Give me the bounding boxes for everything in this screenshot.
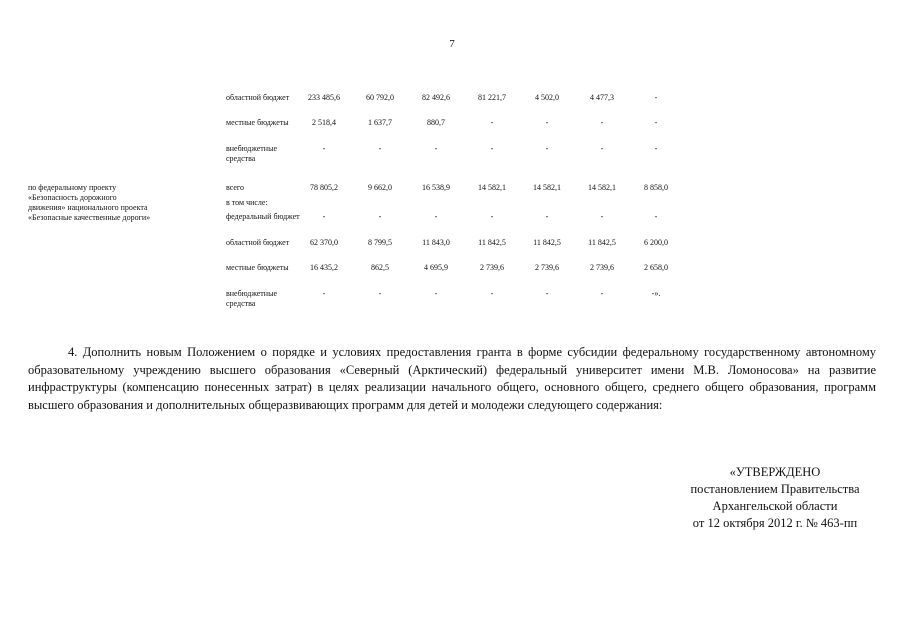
table-cell: 11 843,0: [422, 238, 450, 247]
table-cell: 9 662,0: [368, 183, 392, 192]
table-cell: 60 792,0: [366, 93, 394, 102]
table-cell: 2 518,4: [312, 118, 336, 127]
table-cell: 81 221,7: [478, 93, 506, 102]
table-cell: 862,5: [371, 263, 389, 272]
row-label: в том числе:: [226, 198, 268, 207]
table-cell: -: [600, 144, 604, 153]
table-cell: -: [322, 212, 326, 221]
project-label: по федеральному проекту «Безопасность дорожного движения» национального проекта «Безопасные качественные дороги»: [28, 183, 151, 222]
table-cell: 8 858,0: [644, 183, 668, 192]
table-cell: 11 842,5: [588, 238, 616, 247]
table-cell: 14 582,1: [588, 183, 616, 192]
table-cell: -: [322, 144, 326, 153]
table-cell: -: [654, 144, 658, 153]
row-label: областной бюджет: [226, 238, 290, 247]
approval-line-2: постановлением Правительства: [690, 482, 860, 496]
paragraph-4: 4. Дополнить новым Положением о порядке и условиях предоставления гранта в форме субсидии федеральному государственному автономному образовательному учреждению высшего образования «Северный (Арктический) федеральный университет имени М.В. Ломоносова» на развитие инфраструктуры (компенсацию понесенных затрат) в целях реализации начального общего, основного общего, среднего общего образования, программ высшего образования и дополнительных общеразвивающих программ для детей и молодежи следующего содержания:: [28, 345, 876, 412]
table-cell: -: [490, 289, 494, 298]
row-label: областной бюджет: [226, 93, 290, 102]
table-cell: -: [434, 144, 438, 153]
table-cell: 14 582,1: [478, 183, 506, 192]
table-cell: 880,7: [427, 118, 445, 127]
table-cell: 16 435,2: [310, 263, 338, 272]
table-cell: 6 200,0: [644, 238, 668, 247]
table-cell: -: [654, 212, 658, 221]
row-label: внебюджетные средства: [226, 289, 277, 308]
row-label: федеральный бюджет: [226, 212, 300, 221]
row-label: местные бюджеты: [226, 118, 289, 127]
table-cell: 11 842,5: [533, 238, 561, 247]
page-number: 7: [449, 38, 455, 50]
table-cell: 1 637,7: [368, 118, 392, 127]
table-cell: 14 582,1: [533, 183, 561, 192]
approval-line-4: от 12 октября 2012 г. № 463-пп: [692, 516, 858, 530]
table-cell: 2 739,6: [590, 263, 614, 272]
table-cell: 16 538,9: [422, 183, 450, 192]
approval-block: [640, 464, 905, 532]
table-cell: 11 842,5: [478, 238, 506, 247]
table-cell: -: [600, 118, 604, 127]
table-cell: -: [654, 93, 658, 102]
approval-line-3: Архангельской области: [712, 499, 838, 513]
table-cell: -: [545, 289, 549, 298]
table-cell: 62 370,0: [310, 238, 338, 247]
table-cell: 2 739,6: [535, 263, 559, 272]
table-cell: 2 658,0: [644, 263, 668, 272]
table-cell: -: [600, 289, 604, 298]
row-label: внебюджетные средства: [226, 144, 277, 163]
table-cell: -: [322, 289, 326, 298]
approval-line-1: «УТВЕРЖДЕНО: [729, 465, 821, 479]
table-cell: -: [545, 144, 549, 153]
table-cell: 8 799,5: [368, 238, 392, 247]
table-cell: -: [545, 118, 549, 127]
table-cell: -: [378, 144, 382, 153]
table-cell: -: [654, 118, 658, 127]
table-cell: -: [378, 212, 382, 221]
table-cell: -».: [651, 289, 661, 298]
table-cell: 82 492,6: [422, 93, 450, 102]
table-cell: 4 477,3: [590, 93, 614, 102]
table-cell: -: [600, 212, 604, 221]
table-cell: -: [490, 144, 494, 153]
table-cell: 233 485,6: [308, 93, 340, 102]
table-cell: -: [434, 212, 438, 221]
row-label: всего: [226, 183, 245, 192]
table-cell: 2 739,6: [480, 263, 504, 272]
table-cell: -: [490, 212, 494, 221]
table-cell: 4 502,0: [535, 93, 559, 102]
table-cell: -: [490, 118, 494, 127]
table-cell: 78 805,2: [310, 183, 338, 192]
table-cell: 4 695,9: [424, 263, 448, 272]
row-label: местные бюджеты: [226, 263, 289, 272]
table-cell: -: [545, 212, 549, 221]
table-cell: -: [378, 289, 382, 298]
table-cell: -: [434, 289, 438, 298]
